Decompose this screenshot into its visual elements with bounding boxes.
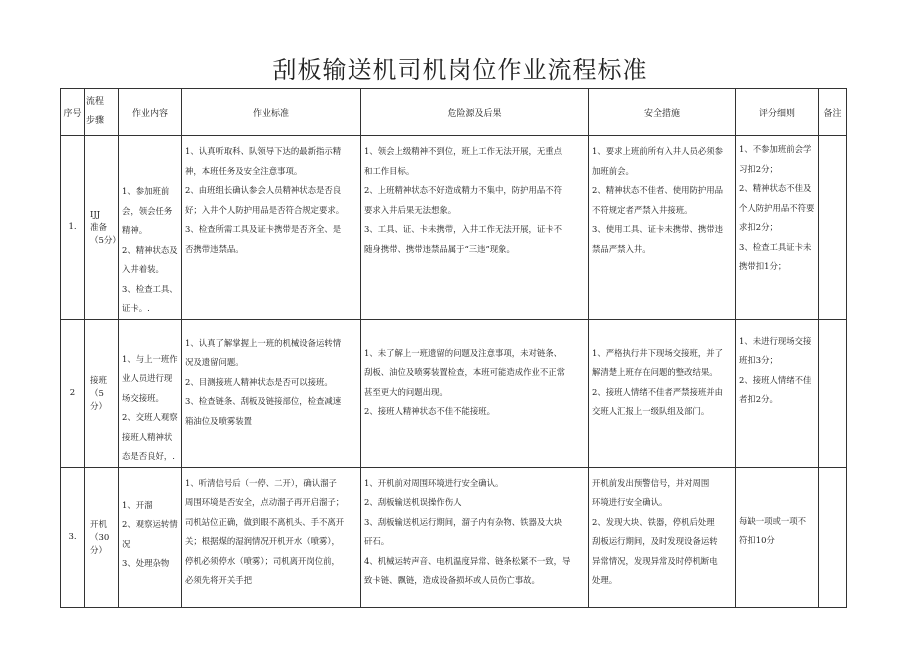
cell-line: 随身携带、携带违禁品属于“三违”现象。: [364, 243, 515, 254]
cell-line: 1、认真听取科、队领导下达的最新指示精: [185, 146, 342, 156]
page-title: 刮板输送机司机岗位作业流程标准: [272, 56, 648, 84]
cell-line: 3、使用工具、证卡未携带、携带违: [592, 224, 723, 234]
cell-line: 2、接班人精神状态不佳不能接班。: [364, 406, 495, 416]
cell-line: 精神。: [122, 225, 148, 235]
cell-line: 证卡。.: [122, 303, 150, 313]
cell-line: 1、未了解上一班遗留的问题及注意事项，未对链条、: [364, 347, 562, 358]
cell-seq: 2: [61, 319, 85, 467]
workflow-table: [60, 88, 847, 608]
cell-line: 接班: [90, 375, 108, 386]
cell-line: 1、听清信号后（一停、二开），确认溜子: [185, 477, 337, 488]
cell-line: 致卡链、飘链，造成设备损坏或人员伤亡事故。: [364, 575, 540, 585]
cell-line: 刮板、油位及喷雾装置检查，本班可能造成作业不正常: [364, 367, 565, 377]
cell-safety: [589, 467, 736, 607]
cell-content: [119, 467, 182, 607]
cell-line: 异常情况，发现异常及时停机断电: [592, 555, 718, 566]
header-remark: 备注: [819, 89, 847, 136]
cell-line: 1、与上一班作: [122, 353, 178, 364]
cell-safety: [589, 319, 736, 467]
cell-standard: [182, 319, 361, 467]
cell-line: 2、刮板输送机误操作伤人: [364, 497, 462, 507]
cell-line: 解清楚上班存在问题的整改结果。: [592, 367, 718, 377]
table-row: [61, 136, 847, 320]
cell-line: 神，本班任务及安全注意事项。: [185, 165, 303, 176]
cell-line: 3、刮板输送机运行期间，溜子内有杂物、铁器及大块: [364, 516, 562, 527]
cell-line: 接班人精神状: [122, 431, 173, 442]
cell-line: 个人防护用品不符要: [739, 202, 815, 213]
cell-line: 1、认真了解掌握上一班的机械设备运转情: [185, 337, 342, 348]
cell-line: 3、处理杂物: [122, 558, 170, 568]
cell-line: 交班人汇报上一级队组及部门。: [592, 406, 710, 416]
cell-line: 求扣2分；: [739, 222, 778, 232]
cell-line: 1、严格执行井下现场交接班，并了: [592, 347, 723, 358]
header-safety: 安全措施: [589, 89, 736, 136]
table-row: [61, 467, 847, 607]
cell-line: 2、交班人观察: [122, 412, 178, 422]
cell-line: 好；入井个人防护用品是否符合规定要求。: [185, 204, 345, 215]
cell-standard: [182, 467, 361, 607]
cell-line: 况: [122, 538, 131, 549]
cell-line: 1、领会上级精神不到位，班上工作无法开展，无重点: [364, 146, 562, 156]
cell-process: [85, 319, 119, 467]
cell-standard: [182, 136, 361, 320]
cell-seq: 3.: [61, 467, 85, 607]
header-seq: 序号: [61, 89, 85, 136]
table-row: [61, 319, 847, 467]
cell-line: 1、开溜: [122, 499, 153, 510]
cell-line: 3、检查工具、: [122, 283, 178, 294]
cell-line: 分）: [90, 545, 108, 556]
cell-line: 2、精神状态不佳及: [739, 183, 812, 193]
header-process: 流程 步骤: [85, 89, 119, 136]
cell-line: 1、不参加班前会学: [739, 144, 812, 154]
cell-line: 习扣2分；: [739, 163, 778, 174]
cell-line: （5: [90, 388, 104, 399]
cell-line: 关；根据煤的湿润情况开机开水（喷雾），: [185, 536, 340, 546]
cell-line: 禁品严禁入井。: [592, 243, 651, 254]
cell-remark: [819, 319, 847, 467]
cell-line: 况及遗留问题。: [185, 357, 244, 367]
cell-content: [119, 319, 182, 467]
header-standard: 作业标准: [182, 89, 361, 136]
cell-line: 4、机械运转声音、电机温度异常、链条松紧不一致，导: [364, 555, 571, 566]
header-hazard: 危险源及后果: [361, 89, 589, 136]
cell-line: 加班前会。: [592, 165, 634, 176]
cell-line: 否携带违禁品。: [185, 243, 244, 254]
cell-line: IJJ: [90, 209, 101, 220]
cell-line: 携带扣1分；: [739, 261, 787, 271]
cell-line: 1、要求上班前所有入井人员必须参: [592, 146, 723, 156]
cell-line: 3、检查工具证卡未: [739, 241, 812, 252]
cell-hazard: [361, 467, 589, 607]
cell-line: 要求入井后果无法想象。: [364, 204, 457, 215]
cell-line: 环境进行安全确认。: [592, 497, 668, 507]
cell-process: [85, 136, 119, 320]
header-content: 作业内容: [119, 89, 182, 136]
cell-line: 2、观察运转情: [122, 519, 178, 529]
cell-line: 矸石。: [364, 536, 390, 546]
cell-line: 3、检查所需工具及证卡携带是否齐全、是: [185, 224, 342, 234]
cell-line: 业人员进行现: [122, 373, 173, 383]
cell-hazard: [361, 319, 589, 467]
cell-line: 开机前发出预警信号，并对周围: [592, 477, 710, 488]
cell-line: 2、接班人情绪不佳: [739, 374, 812, 385]
cell-line: 场交接班。: [122, 392, 164, 403]
cell-line: 准备: [90, 222, 108, 233]
cell-line: 和工作目标。: [364, 165, 415, 176]
cell-line: 2、上班精神状态不好造成精力不集中，防护用品不符: [364, 185, 562, 195]
cell-line: 者扣2分。: [739, 394, 778, 404]
cell-line: 符扣10分: [739, 535, 775, 545]
cell-line: 3、检查链条、刮板及链接部位，检查减速: [185, 396, 342, 406]
cell-line: 司机站位正确，做到眼不离机头、手不离开: [185, 516, 345, 527]
cell-line: 会，领会任务: [122, 205, 173, 216]
cell-line: 2、精神状态不佳者、使用防护用品: [592, 185, 723, 195]
cell-line: 停机必须停水（喷雾）；司机离开岗位前，: [185, 555, 340, 566]
cell-line: 1、参加班前: [122, 186, 170, 196]
cell-line: 甚至更大的问题出现。: [364, 386, 448, 397]
cell-line: 周围环境是否安全，点动溜子再开启溜子；: [185, 497, 345, 507]
cell-remark: [819, 467, 847, 607]
cell-process: [85, 467, 119, 607]
cell-line: 入井着装。: [122, 264, 164, 274]
cell-line: 1、开机前对周围环境进行安全确认。: [364, 477, 504, 488]
cell-line: 态是否良好，.: [122, 451, 175, 461]
cell-score: [736, 467, 819, 607]
cell-line: 2、接班人情绪不佳者严禁接班并由: [592, 386, 723, 397]
cell-remark: [819, 136, 847, 320]
cell-line: 2、目测接班人精神状态是否可以接班。: [185, 376, 333, 387]
cell-hazard: [361, 136, 589, 320]
cell-line: 每缺一项或一项不: [739, 515, 806, 526]
cell-line: 不符规定者严禁入井接班。: [592, 204, 693, 215]
cell-score: [736, 319, 819, 467]
cell-line: 刮板运行期间，及时发现设备运转: [592, 536, 718, 546]
cell-line: 2、精神状态及: [122, 244, 178, 255]
cell-line: 2、由班组长确认参会人员精神状态是否良: [185, 185, 342, 195]
cell-line: （5分）: [90, 235, 121, 246]
cell-safety: [589, 136, 736, 320]
cell-score: [736, 136, 819, 320]
cell-line: 开机: [90, 519, 108, 530]
cell-line: 2、发现大块、铁器，停机后处理: [592, 516, 715, 527]
cell-content: [119, 136, 182, 320]
header-score: 评分细则: [736, 89, 819, 136]
cell-line: 班扣3分；: [739, 355, 778, 365]
cell-line: 分）: [90, 401, 108, 412]
cell-line: 3、工具、证、卡未携带，入井工作无法开展，证卡不: [364, 224, 562, 234]
cell-line: 处理。: [592, 575, 618, 585]
cell-seq: 1.: [61, 136, 85, 320]
cell-line: 必须先将开关手把: [185, 575, 252, 585]
cell-line: 箱油位及喷雾装置: [185, 415, 252, 426]
cell-line: （30: [90, 532, 110, 543]
cell-line: 1、未进行现场交接: [739, 335, 812, 346]
header-row: [61, 89, 847, 136]
